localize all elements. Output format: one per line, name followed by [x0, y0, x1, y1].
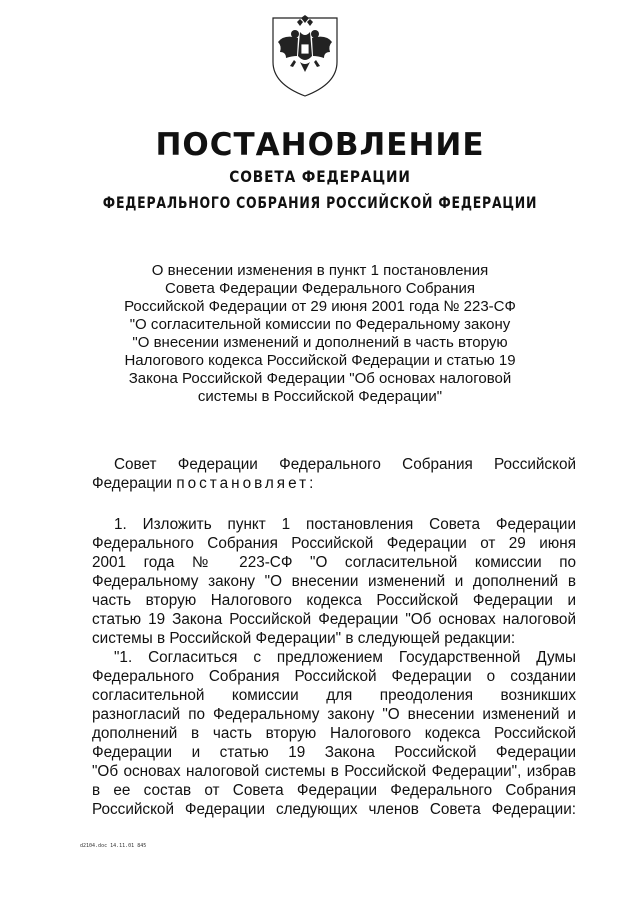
paragraph-line: статью 19 Закона Российской Федерации "Об основах налоговой [92, 611, 576, 628]
heading-line: Российской Федерации от 29 июня 2001 года № 223-СФ [124, 298, 516, 315]
paragraph-1 [92, 515, 576, 648]
intro-spaced-word: постановляет: [176, 475, 317, 492]
heading-line: Совета Федерации Федерального Собрания [164, 280, 476, 297]
document-subtitle-line1: СОВЕТА ФЕДЕРАЦИИ [229, 167, 411, 186]
heading-line: "О внесении изменений и дополнений в часть вторую [132, 334, 508, 351]
paragraph-line: системы в Российской Федерации" в следующей редакции: [92, 630, 516, 647]
paragraph-line: Федеральному закону "О внесении изменений и дополнений в [92, 573, 576, 590]
paragraph-line: Федерального Собрания Российской Федерации о создании [92, 668, 576, 685]
intro-line: Совет Федерации Федерального Собрания Российской [114, 456, 576, 473]
paragraph-line: "1. Согласиться с предложением Государственной Думы [114, 649, 576, 666]
heading-line: "О согласительной комиссии по Федеральному закону [129, 316, 511, 333]
paragraph-line: дополнений в часть вторую Налогового кодекса Российской [92, 725, 576, 742]
paragraph-line: Федерального Собрания Российской Федерации от 29 июня [92, 535, 576, 552]
intro-line [92, 474, 576, 493]
heading-line: Налогового кодекса Российской Федерации и статью 19 [124, 352, 516, 369]
paragraph-line: разногласий по Федеральному закону "О внесении изменений и [92, 706, 576, 723]
heading-line: системы в Российской Федерации" [197, 388, 443, 405]
paragraph-line: Федерации и статью 19 Закона Российской Федерации [92, 744, 576, 761]
paragraph-2 [92, 648, 576, 819]
intro-line-start: Федерации [92, 475, 177, 492]
document-subtitle-line2: ФЕДЕРАЛЬНОГО СОБРАНИЯ РОССИЙСКОЙ ФЕДЕРАЦИИ [102, 193, 538, 212]
paragraph-line: 1. Изложить пункт 1 постановления Совета Федерации [114, 516, 576, 533]
paragraph-line: часть вторую Налогового кодекса Российской Федерации и [92, 592, 576, 609]
paragraph-line: 2001 года № 223-СФ "О согласительной комиссии по [92, 554, 576, 571]
paragraph-line: Российской Федерации следующих членов Совета Федерации: [92, 801, 576, 818]
intro-paragraph [92, 455, 576, 493]
heading-line: Закона Российской Федерации "Об основах налоговой [128, 370, 512, 387]
heading-line: О внесении изменения в пункт 1 постановления [151, 262, 489, 279]
paragraph-line: "Об основах налоговой системы в Российской Федерации", избрав [92, 763, 576, 780]
resolution-heading [80, 262, 560, 406]
document-title: ПОСТАНОВЛЕНИЕ [155, 127, 485, 163]
document-footer-code: d2104.doc 14.11.01 845 [80, 843, 147, 849]
paragraph-line: в ее состав от Совета Федерации Федерального Собрания [92, 782, 576, 799]
double-headed-eagle-emblem-icon [270, 12, 340, 98]
paragraph-line: согласительной комиссии для преодоления возникших [92, 687, 576, 704]
